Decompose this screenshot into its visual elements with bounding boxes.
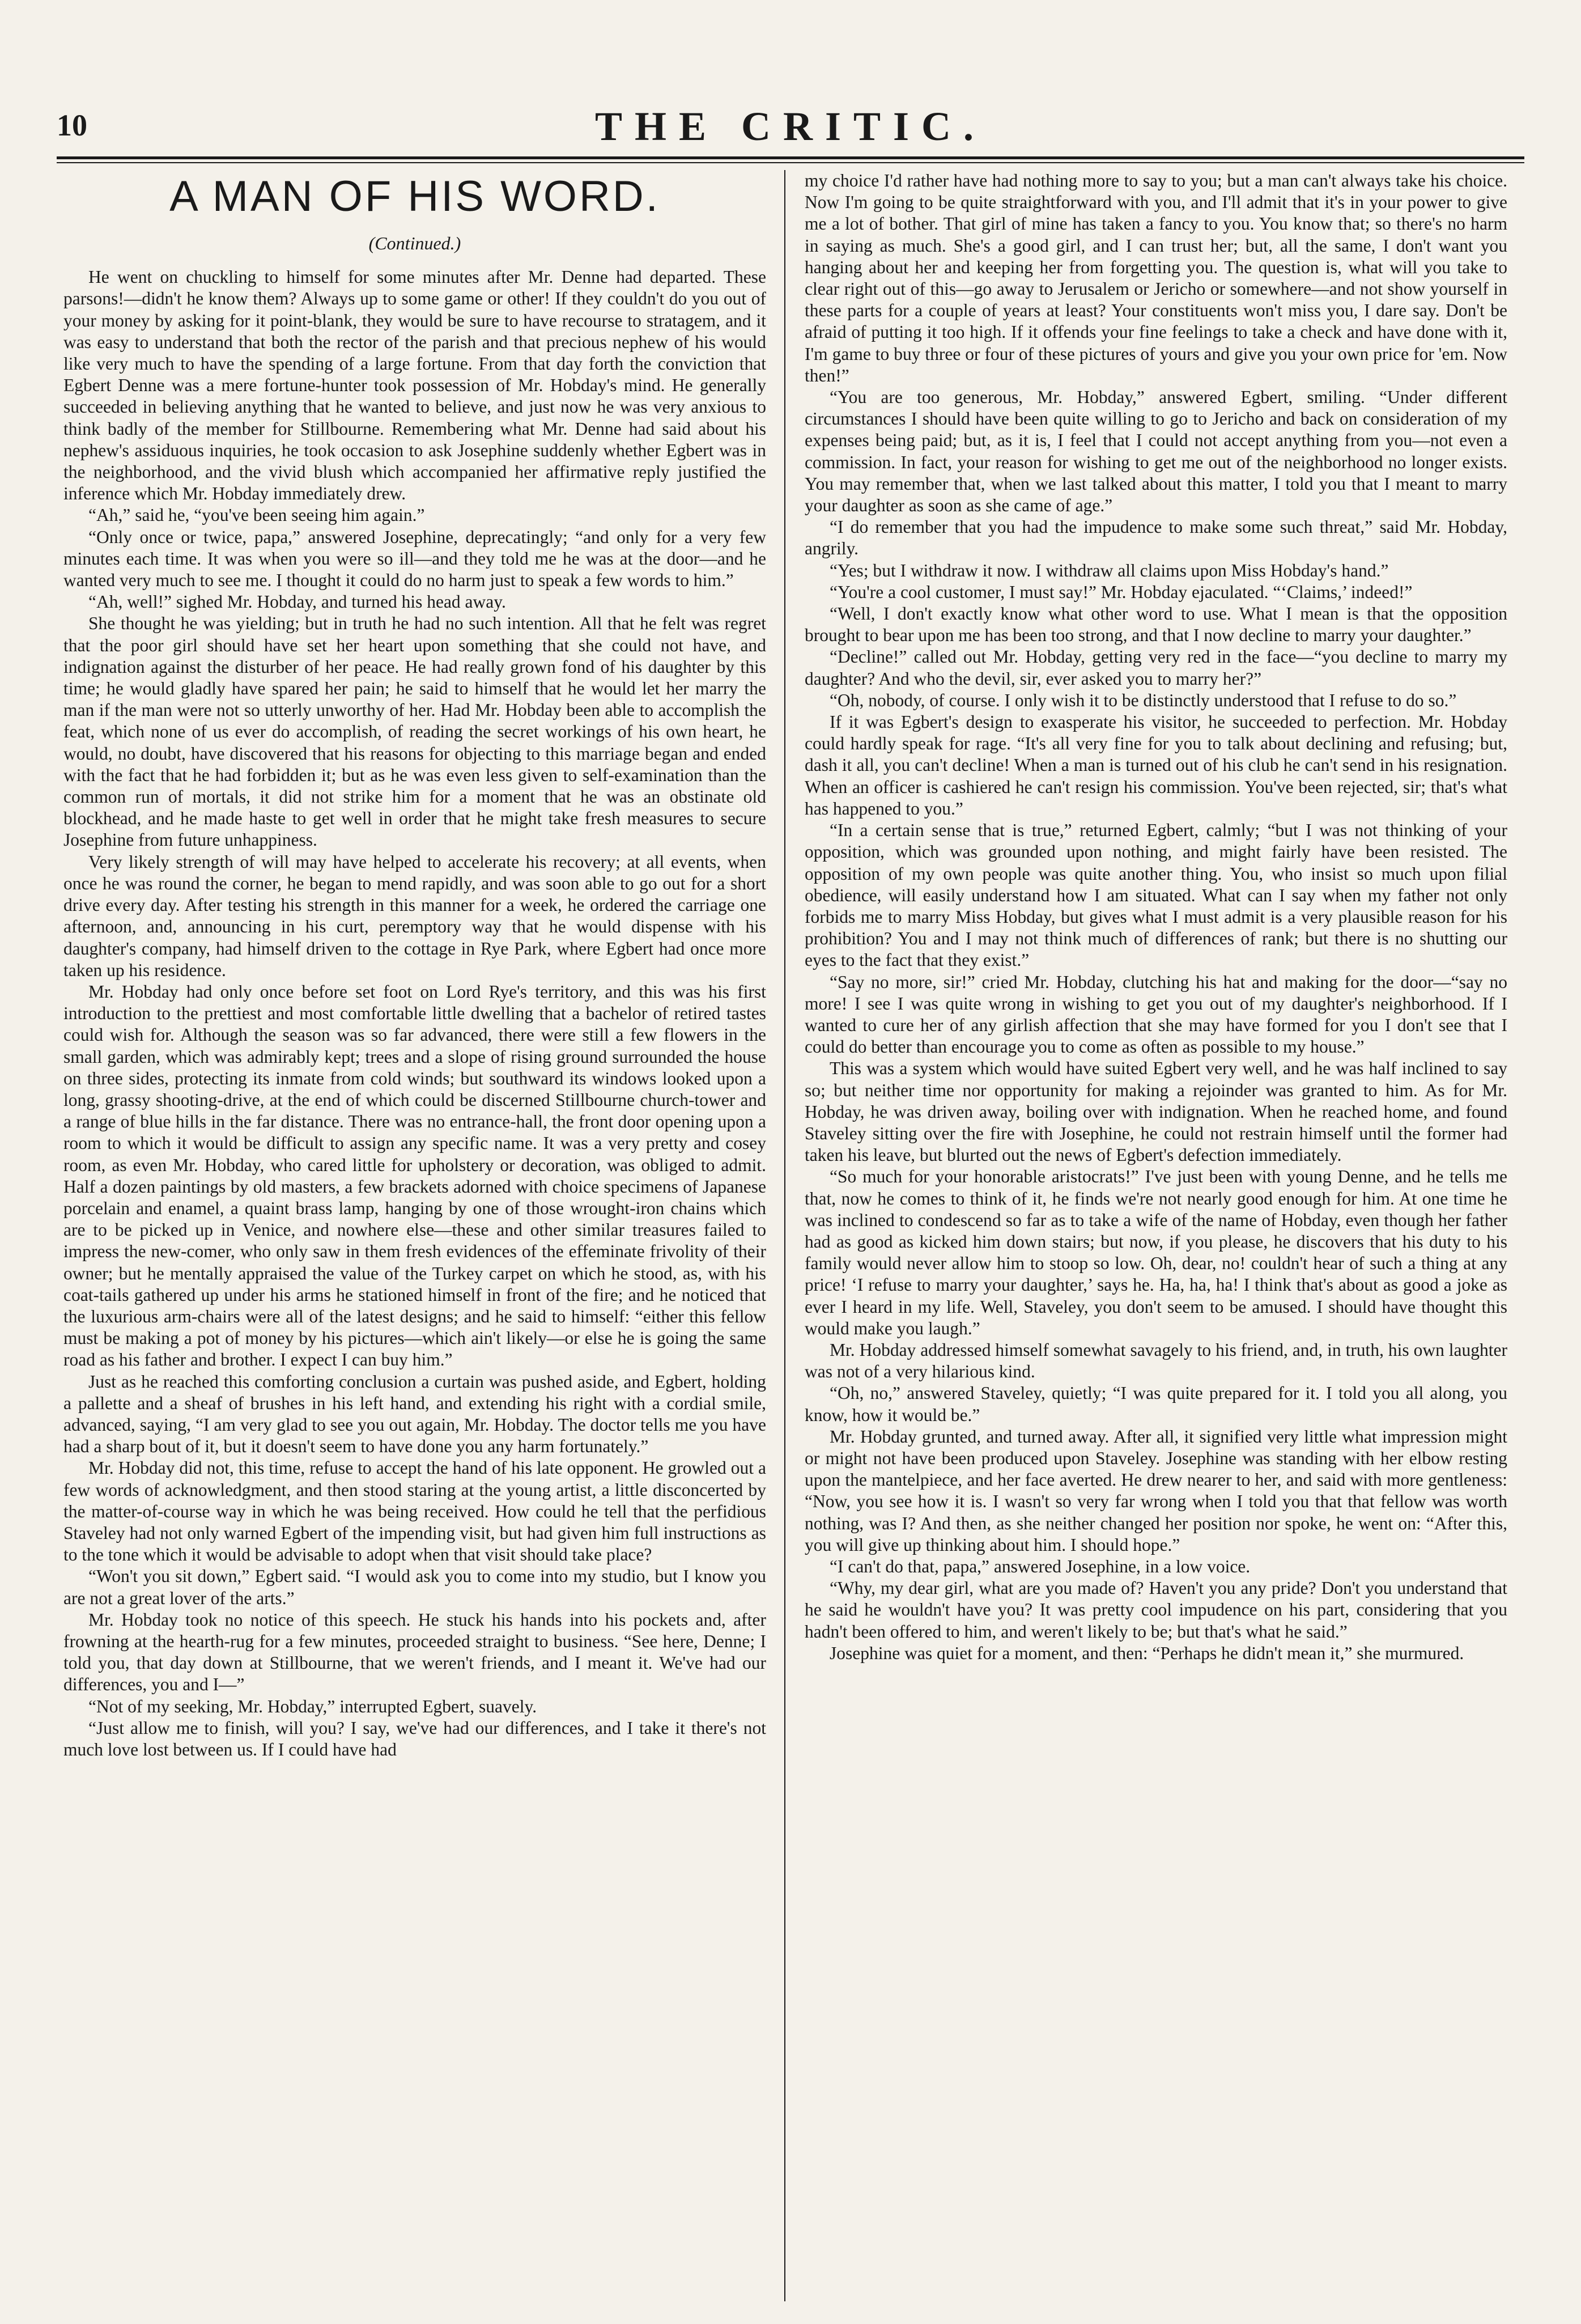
paragraph: “Ah, well!” sighed Mr. Hobday, and turned his head away. <box>88 592 506 612</box>
paragraph: Very likely strength of will may have helped to accelerate his recovery; at all events, when once he was round the corner, he began to mend rapidly, and was soon able to go out for a short drive every day. After testing his strength in this manner for a week, he ordered the carriage one afternoon, and, announcing in his curt, peremptory way that he would dispense with his daughter's company, had himself driven to the cottage in Rye Park, where Egbert had once more taken up his residence. <box>63 851 766 980</box>
paragraph: Josephine was quiet for a moment, and then: “Perhaps he didn't mean it,” she murmured. <box>830 1643 1464 1663</box>
paragraph: “Why, my dear girl, what are you made of? Haven't you any pride? Don't you understand that he said he wouldn't have you? It was pretty cool impudence on his part, considering that you hadn't been offered to him, and weren't likely to be; but that's what he said.” <box>805 1578 1507 1642</box>
paragraph: “You're a cool customer, I must say!” Mr. Hobday ejaculated. “‘Claims,’ indeed!” <box>830 582 1413 602</box>
paragraph: “I can't do that, papa,” answered Josephine, in a low voice. <box>830 1557 1251 1576</box>
article-title: A MAN OF HIS WORD. <box>169 172 660 220</box>
right-column <box>805 170 1507 2301</box>
paragraph: “You are too generous, Mr. Hobday,” answered Egbert, smiling. “Under different circumstances I should have been quite willing to go to Jericho and back on consideration of my expenses being paid; but, as it is, I feel that I could not accept anything from you—not even a commission. In fact, your reason for wishing to get me out of the neighborhood no longer exists. You may remember that, when we last talked about this matter, I told you that I meant to marry your daughter as soon as she came of age.” <box>805 387 1507 516</box>
header-rule-thin <box>57 162 1524 163</box>
paragraph: Mr. Hobday did not, this time, refuse to accept the hand of his late opponent. He growled out a few words of acknowledgment, and then stood staring at the young artist, a little disconcerted by the matter-of-course way in which he was being received. How could he tell that the perfidious Staveley had not only warned Egbert of the impending visit, but had given him full instructions as to the tone which it would be advisable to adopt when that visit should take place? <box>63 1458 766 1565</box>
paragraph: Just as he reached this comforting conclusion a curtain was pushed aside, and Egbert, holding a pallette and a sheaf of brushes in his left hand, and extending his right with a cordial smile, advanced, saying, “I am very glad to see you out again, Mr. Hobday. The doctor tells me you have had a sharp bout of it, but it doesn't seem to have done you any harm fortunately.” <box>63 1371 766 1457</box>
paragraph: Mr. Hobday grunted, and turned away. After all, it signified very little what impression might or might not have been produced upon Staveley. Josephine was standing with her elbow resting upon the mantelpiece, and her face averted. He drew nearer to her, and said with more gentleness: “Now, you see how it is. I wasn't so very far wrong when I told you that that fellow was worth nothing, was I? And then, as she neither changed her position nor spoke, he went on: “After this, you will give up thinking about him. I should hope.” <box>805 1426 1507 1555</box>
paragraph: “Not of my seeking, Mr. Hobday,” interrupted Egbert, suavely. <box>88 1696 537 1716</box>
paragraph: Mr. Hobday addressed himself somewhat savagely to his friend, and, in truth, his own laughter was not of a very hilarious kind. <box>805 1339 1507 1382</box>
paragraph: “I do remember that you had the impudence to make some such threat,” said Mr. Hobday, angrily. <box>805 517 1507 559</box>
paragraph: She thought he was yielding; but in truth he had no such intention. All that he felt was regret that the poor girl should have set her heart upon something that she could not have, and indignation against the disturber of her peace. He had really grown fond of his daughter by this time; he would gladly have spared her pain; he said to himself that he would let her marry the man if the man were not so utterly unworthy of her. Had Mr. Hobday been able to accomplish the feat, which none of us ever do accomplish, of reading the secret workings of his own heart, he would, no doubt, have discovered that his reasons for objecting to this marriage began and ended with the fact that he had forbidden it; but as he was even less given to self-examination than the common run of mortals, it did not strike him for a moment that he was an obstinate old blockhead, and he made haste to get well in order that he might take fresh measures to secure Josephine from future unhappiness. <box>63 613 766 850</box>
header-rule-thick <box>57 156 1524 159</box>
paragraph: “Yes; but I withdraw it now. I withdraw all claims upon Miss Hobday's hand.” <box>830 560 1389 580</box>
masthead-title: THE CRITIC. <box>594 104 987 149</box>
paragraph: “Say no more, sir!” cried Mr. Hobday, clutching his hat and making for the door—“say no more! I see I was quite wrong in wishing to get you out of my daughter's neighborhood. If I wanted to cure her of any girlish affection that she may have formed for you I don't see that I could do better than encourage you to come as often as possible to my house.” <box>805 972 1507 1057</box>
paragraph: If it was Egbert's design to exasperate his visitor, he succeeded to perfection. Mr. Hobday could hardly speak for rage. “It's all very fine for you to talk about declining and refusing; but, dash it all, you can't decline! When a man is turned out of his club he can't send in his resignation. When an officer is cashiered he can't resign his commission. You've been rejected, sir; that's what has happened to you.” <box>805 712 1507 819</box>
paragraph: “Won't you sit down,” Egbert said. “I would ask you to come into my studio, but I know you are not a great lover of the arts.” <box>63 1566 766 1608</box>
paragraph: “Oh, nobody, of course. I only wish it to be distinctly understood that I refuse to do so.” <box>830 690 1457 710</box>
paragraph: “So much for your honorable aristocrats!” I've just been with young Denne, and he tells me that, now he comes to think of it, he finds we're not nearly good enough for him. At one time he was inclined to condescend so far as to take a wife of the name of Hobday, even though her father had as good as kicked him down stairs; but now, if you please, he discovers that his duty to his family would never allow him to stoop so low. Oh, dear, no! couldn't hear of such a thing at any price! ‘I refuse to marry your daughter,’ says he. Ha, ha, ha! I think that's about as good a joke as ever I heard in my life. Well, Staveley, you don't seem to be amused. I should have thought this would make you laugh.” <box>805 1167 1507 1338</box>
paragraph: “Oh, no,” answered Staveley, quietly; “I was quite prepared for it. I told you all along, you know, how it would be.” <box>805 1383 1507 1425</box>
paragraph: “Well, I don't exactly know what other word to use. What I mean is that the opposition brought to bear upon me has been too strong, and that I now decline to marry your daughter.” <box>805 604 1507 646</box>
column-divider <box>784 170 785 2301</box>
continued-label: (Continued.) <box>368 233 461 253</box>
paragraph: my choice I'd rather have had nothing more to say to you; but a man can't always take his choice. Now I'm going to be quite straightforward with you, and I'll admit that it's in your power to give me a lot of bother. That girl of mine has taken a fancy to you. You know that; so there's no harm in saying as much. She's a good girl, and I can trust her; but, all the same, I don't want you hanging about her and keeping her from forgetting you. The question is, what will you take to clear right out of this—go away to Jerusalem or Jericho or somewhere—and not show yourself in these parts for a couple of years at least? Your constituents won't miss you, I dare say. Don't be afraid of putting it too high. If it offends your fine feelings to take a check and have done with it, I'm game to buy three or four of these pictures of yours and give you your own price for 'em. Now then!” <box>805 171 1507 385</box>
paragraph: “Just allow me to finish, will you? I say, we've had our differences, and I take it there's not much love lost between us. If I could have had <box>63 1717 766 1760</box>
paragraph: Mr. Hobday had only once before set foot on Lord Rye's territory, and this was his first introduction to the prettiest and most comfortable little dwelling that a bachelor of retired tastes could wish for. Although the season was so far advanced, there were still a few flowers in the small garden, which was admirably kept; trees and a slope of rising ground surrounded the house on three sides, protecting its inmate from cold winds; but southward its windows looked upon a long, grassy shooting-drive, at the end of which could be discerned Stillbourne church-tower and a range of blue hills in the far distance. There was no entrance-hall, the front door opening upon a room to which it would be difficult to assign any specific name. It was a very pretty and cosey room, as even Mr. Hobday, who cared little for upholstery or decoration, was obliged to admit. Half a dozen paintings by old masters, a few brackets adorned with choice specimens of Japanese porcelain and enamel, a quaint brass lamp, hanging by one of those wrought-iron chains which are to be picked up in Venice, and nowhere else—these and other similar treasures failed to impress the new-comer, who only saw in them fresh evidences of the effeminate frivolity of their owner; but he mentally appraised the value of the Turkey carpet on which he stood, as, with his coat-tails gathered up under his arms he stationed himself in front of the fire; and he noticed that the luxurious arm-chairs were all of the latest designs; and he said to himself: “either this fellow must be making a pot of money by his pictures—which ain't likely—or else he is going the same road as his father and brother. I expect I can buy him.” <box>63 981 766 1370</box>
paragraph: “Decline!” called out Mr. Hobday, getting very red in the face—“you decline to marry my daughter? And who the devil, sir, ever asked you to marry her?” <box>805 647 1507 689</box>
left-column <box>63 168 766 2305</box>
paragraph: “Ah,” said he, “you've been seeing him again.” <box>88 505 425 525</box>
paragraph: Mr. Hobday took no notice of this speech. He stuck his hands into his pockets and, after frowning at the hearth-rug for a few minutes, proceeded straight to business. “See here, Denne; I told you, that day down at Stillbourne, that we weren't friends, and I meant it. We've had our differences, you and I—” <box>63 1609 766 1695</box>
page-header <box>57 104 1524 153</box>
paragraph: “Only once or twice, papa,” answered Josephine, deprecatingly; “and only for a very few minutes each time. It was when you were so ill—and they told me he was at the door—and he wanted very much to see me. I thought it could do no harm just to speak a few words to him.” <box>63 527 766 591</box>
paragraph: He went on chuckling to himself for some minutes after Mr. Denne had departed. These parsons!—didn't he know them? Always up to some game or other! If they couldn't do you out of your money by asking for it point-blank, they would be sure to have recourse to stratagem, and it was easy to understand that both the rector of the parish and that precious nephew of his would like very much to have the spending of a large fortune. From that day forth the conviction that Egbert Denne was a mere fortune-hunter took possession of Mr. Hobday's mind. He generally succeeded in believing anything that he wanted to believe, and just now he was very anxious to think badly of the member for Stillbourne. Remembering what Mr. Denne had said about his nephew's assiduous inquiries, he took occasion to ask Josephine suddenly whether Egbert was in the neighborhood, and the vivid blush which accompanied her affirmative reply justified the inference which Mr. Hobday immediately drew. <box>63 267 766 504</box>
page-number: 10 <box>57 108 87 142</box>
paragraph: This was a system which would have suited Egbert very well, and he was half inclined to say so; but neither time nor opportunity for making a rejoinder was granted to him. As for Mr. Hobday, he was driven away, boiling over with indignation. When he reached home, and found Staveley sitting over the fire with Josephine, he could not restrain himself until the former had taken his leave, but blurted out the news of Egbert's defection immediately. <box>805 1058 1507 1165</box>
paragraph: “In a certain sense that is true,” returned Egbert, calmly; “but I was not thinking of your opposition, which was grounded upon nothing, and might fairly have been resisted. The opposition of my own people was quite another thing. You, who insist so much upon filial obedience, will easily understand how I am situated. What can I say when my father not only forbids me to marry Miss Hobday, but gives what I must admit is a very plausible reason for his prohibition? You and I may not think much of differences of rank; but there is no shutting our eyes to the fact that they exist.” <box>805 820 1507 970</box>
